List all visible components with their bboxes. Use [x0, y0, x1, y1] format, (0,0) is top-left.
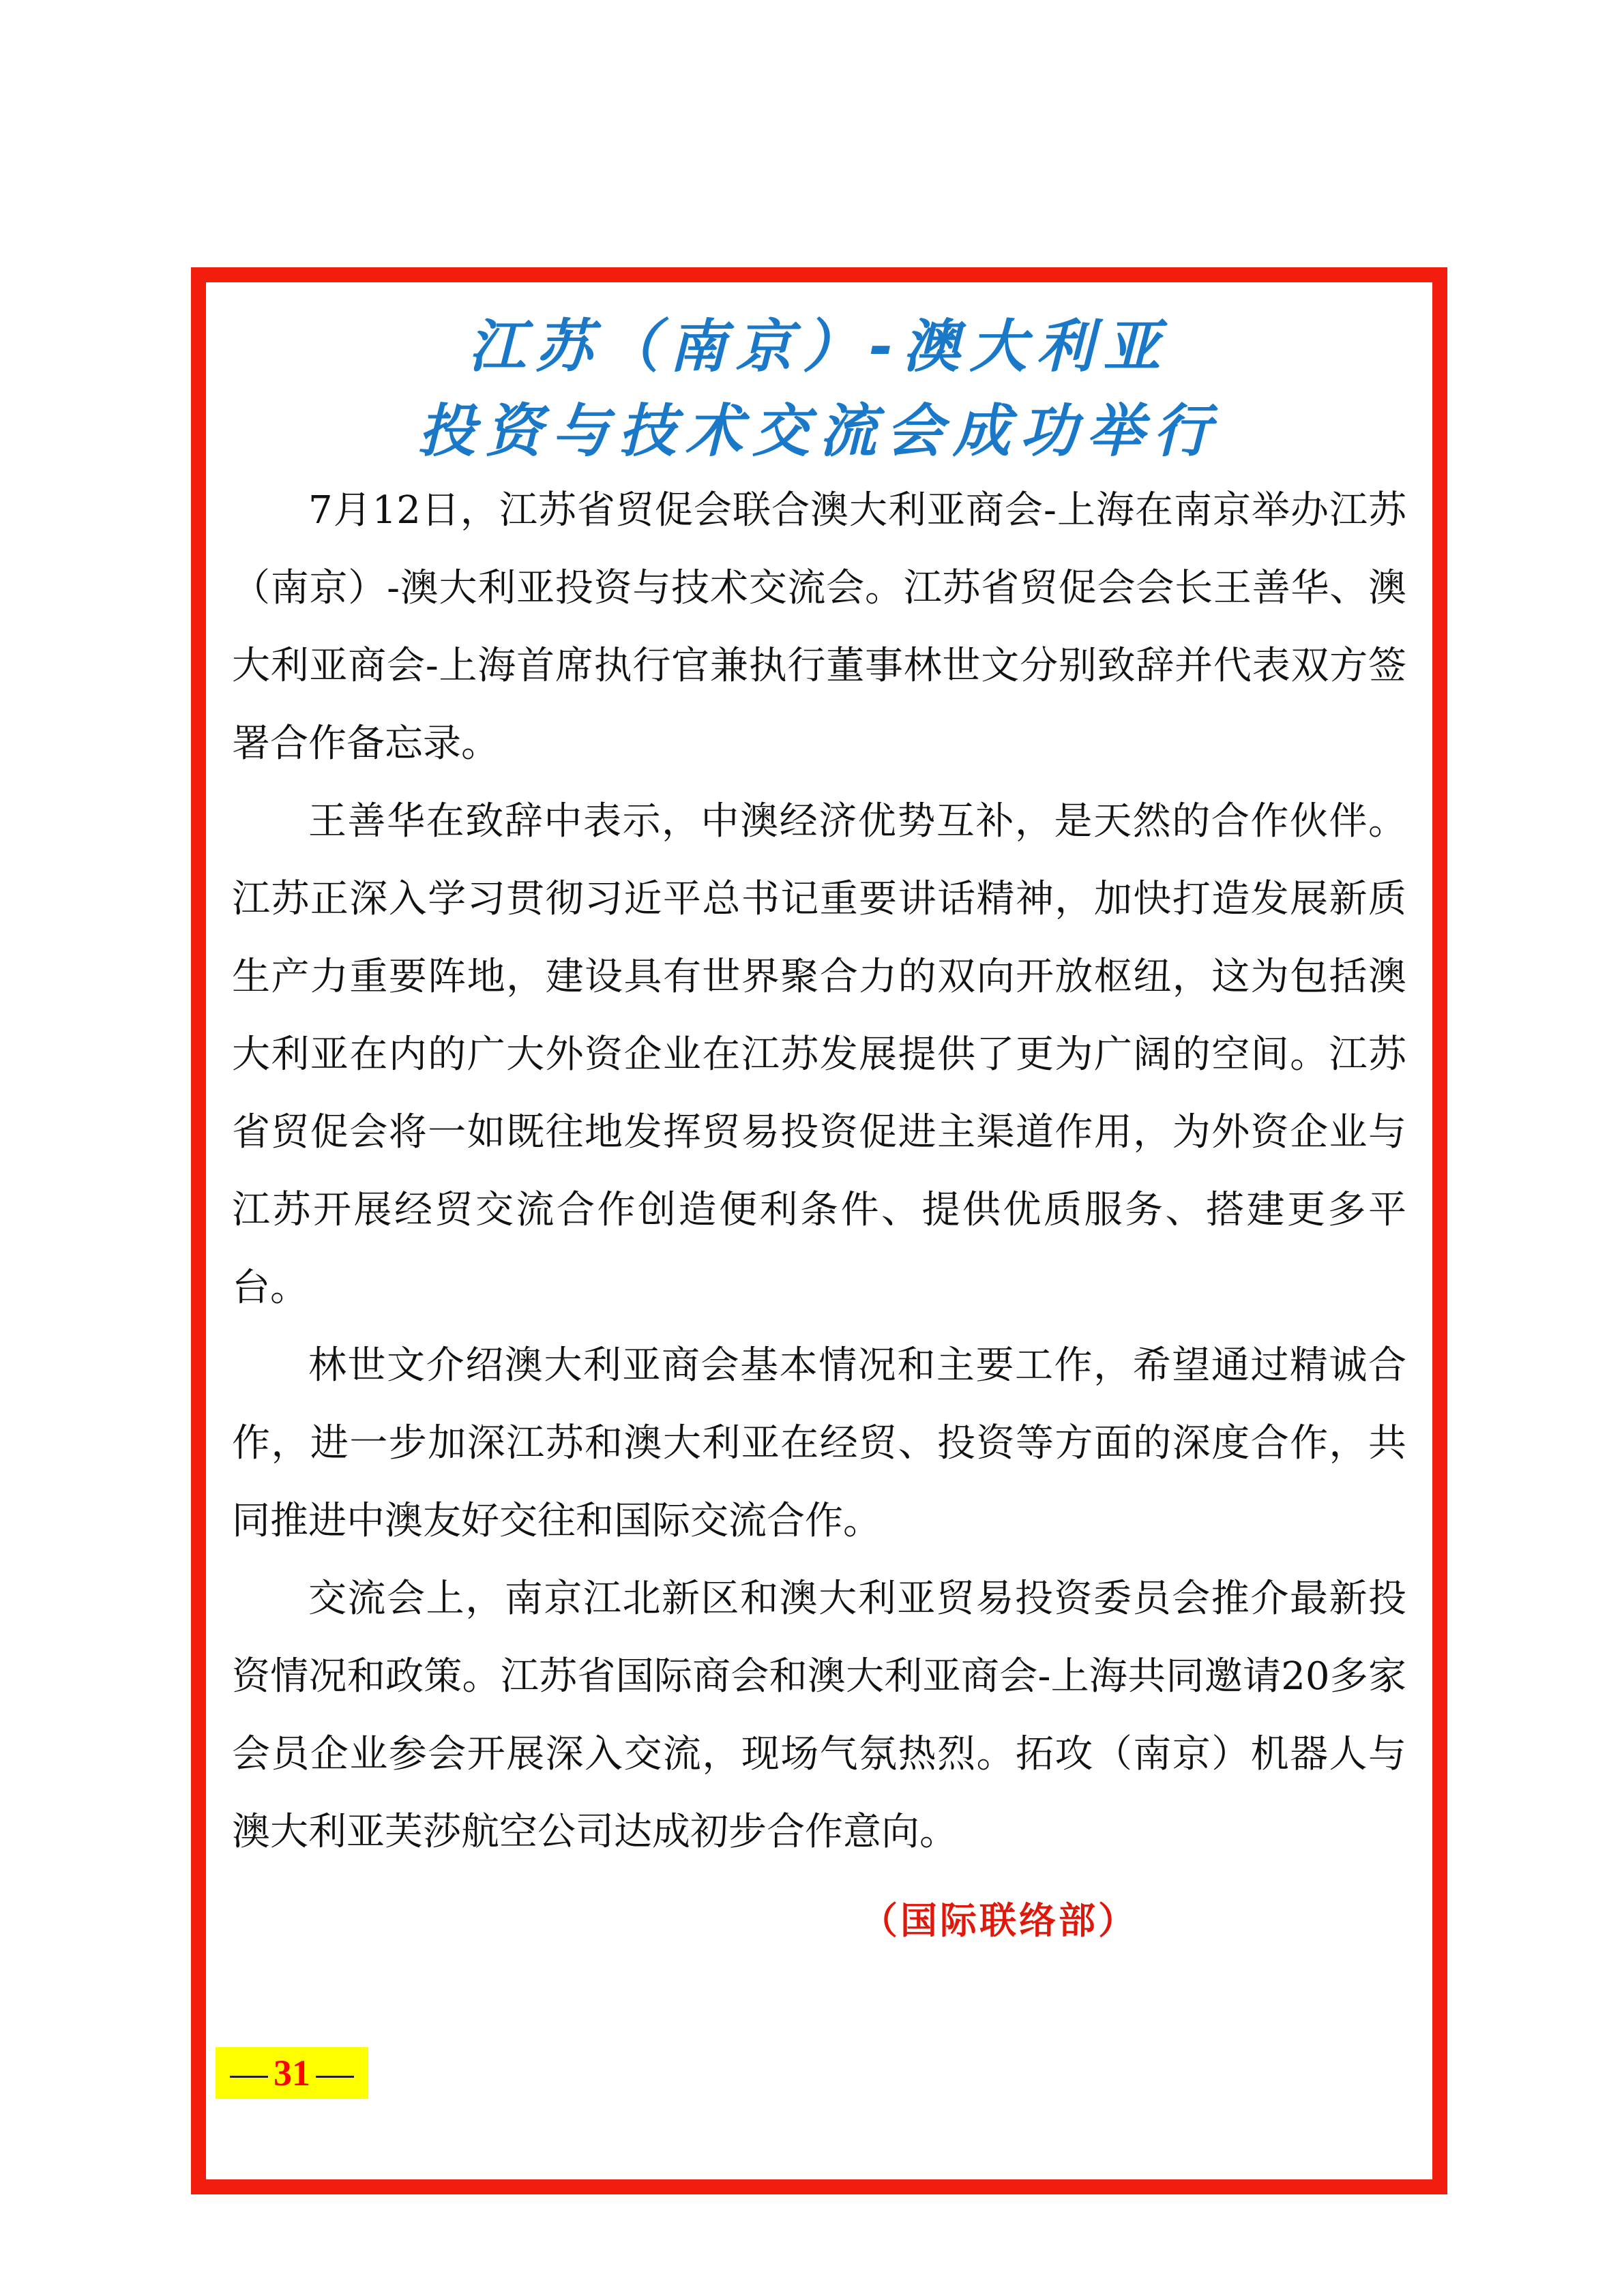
- paragraph-2: 王善华在致辞中表示，中澳经济优势互补，是天然的合作伙伴。江苏正深入学习贯彻习近平总书记重要讲话精神，加快打造发展新质生产力重要阵地，建设具有世界聚合力的双向开放枢纽，这为包括澳大利亚在内的广大外资企业在江苏发展提供了更为广阔的空间。江苏省贸促会将一如既往地发挥贸易投资促进主渠道作用，为外资企业与江苏开展经贸交流合作创造便利条件、提供优质服务、搭建更多平台。: [232, 799, 1406, 1310]
- dash-left: [230, 2076, 268, 2078]
- article-title-line1: 江苏（南京）-澳大利亚: [468, 313, 1170, 380]
- paragraph-4: 交流会上，南京江北新区和澳大利亚贸易投资委员会推介最新投资情况和政策。江苏省国际商会和澳大利亚商会-上海共同邀请20多家会员企业参会开展深入交流，现场气氛热烈。拓攻（南京）机器人与澳大利亚芙莎航空公司达成初步合作意向。: [232, 1577, 1406, 1854]
- page-number-badge: [216, 2047, 368, 2099]
- article-title-line2: 投资与技术交流会成功举行: [417, 398, 1220, 464]
- dash-right: [316, 2076, 354, 2078]
- article-author: （国际联络部）: [861, 1898, 1138, 1942]
- article-body: [232, 472, 1406, 1871]
- paragraph-3: 林世文介绍澳大利亚商会基本情况和主要工作，希望通过精诚合作，进一步加深江苏和澳大利亚在经贸、投资等方面的深度合作，共同推进中澳友好交往和国际交流合作。: [232, 1343, 1406, 1543]
- paragraph-1: 7月12日，江苏省贸促会联合澳大利亚商会-上海在南京举办江苏（南京）-澳大利亚投资与技术交流会。江苏省贸促会会长王善华、澳大利亚商会-上海首席执行官兼执行董事林世文分别致辞并代表双方签署合作备忘录。: [232, 488, 1406, 766]
- page-number: 31: [274, 2053, 310, 2093]
- article-frame: [191, 267, 1447, 2194]
